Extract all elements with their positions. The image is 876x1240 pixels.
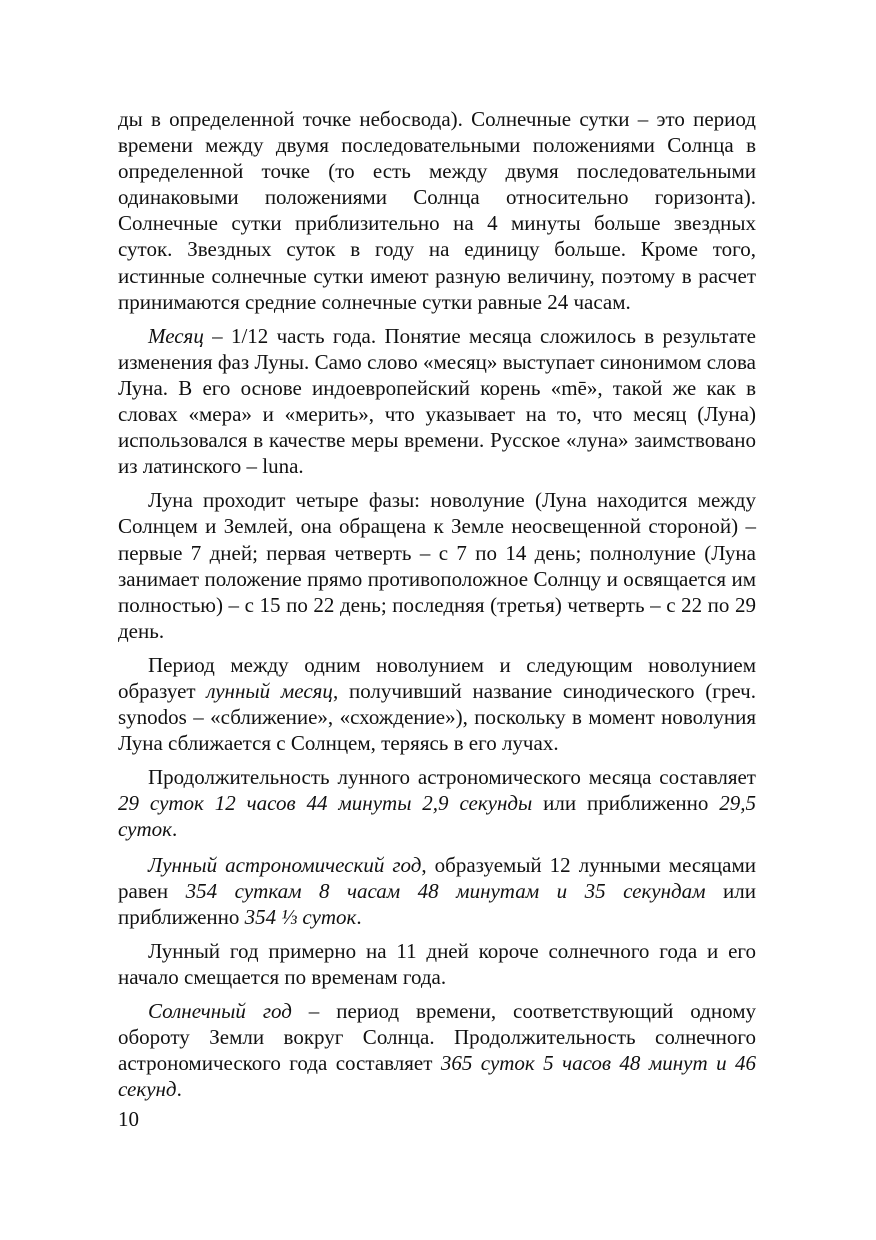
italic-term: Лунный астрономический год bbox=[148, 852, 422, 877]
paragraph-text: Луна проходит четыре фазы: новолуние (Луна находится между Солнцем и Землей, она обращена к Земле неосвещенной стороной) – первые 7 дней; первая четверть – с 7 по 14 день; полнолуние (Луна занимает положение прямо противоположное Солнцу и освящается им полностью) – с 15 по 22 день; последняя (третья) четверть – с 22 по 29 день. bbox=[118, 488, 756, 643]
paragraph-text: . bbox=[176, 1077, 182, 1102]
paragraph-text: Лунный год примерно на 11 дней короче солнечного года и его начало смещается по временам года. bbox=[118, 938, 756, 989]
italic-term: 29,5 суток bbox=[118, 791, 757, 842]
page-body bbox=[118, 106, 756, 1102]
paragraph-text: , образуемый 12 лунными месяцами равен bbox=[118, 852, 756, 903]
paragraph bbox=[118, 938, 756, 990]
paragraph-text: Продолжительность лунного астрономического месяца составляет bbox=[148, 765, 756, 790]
paragraph bbox=[118, 852, 756, 930]
italic-term: Солнечный год bbox=[148, 999, 292, 1023]
paragraph-text: или приближенно bbox=[532, 791, 720, 816]
paragraph-text: . bbox=[172, 817, 178, 842]
paragraph bbox=[118, 764, 756, 842]
italic-term: 354 ⅓ суток bbox=[244, 904, 357, 929]
italic-term: Месяц bbox=[148, 323, 204, 348]
paragraph bbox=[118, 998, 756, 1102]
italic-term: лунный месяц bbox=[206, 678, 333, 703]
paragraph bbox=[118, 106, 756, 315]
paragraph-text: – период времени, соответствующий одному обороту Земли вокруг Солнца. Продолжительность солнечного астрономического года составляет bbox=[118, 999, 756, 1076]
paragraph-text: ды в определенной точке небосвода). Солнечные сутки – это период времени между двумя последовательными положениями Солнца в определенной точке (то есть между двумя последовательными одинаковыми положениями Солнца относительно горизонта). Солнечные сутки приблизительно на 4 минуты больше звездных суток. Звездных суток в году на единицу больше. Кроме того, истинные солнечные сутки имеют разную величину, поэтому в расчет принимаются средние солнечные сутки равные 24 часам. bbox=[118, 107, 756, 314]
paragraph-text: , получивший название синодического (греч. synodos – «сближение», «схождение»), поскольку в момент новолуния Луна сближается с Солнцем, теряясь в его лучах. bbox=[118, 678, 756, 756]
paragraph bbox=[118, 487, 756, 644]
italic-term: 354 суткам 8 часам 48 минутам и 35 секундам bbox=[185, 878, 706, 903]
paragraph-text: . bbox=[356, 904, 362, 929]
paragraph-text: или приближенно bbox=[118, 878, 756, 929]
paragraph-text: Период между одним новолунием и следующим новолунием образует bbox=[118, 652, 756, 703]
paragraph bbox=[118, 323, 756, 480]
paragraph bbox=[118, 652, 756, 756]
italic-term: 365 суток 5 часов 48 минут и 46 секунд bbox=[118, 1051, 756, 1102]
italic-term: 29 суток 12 часов 44 минуты 2,9 секунды bbox=[118, 791, 533, 816]
paragraph-text: – 1/12 часть года. Понятие месяца сложилось в результате изменения фаз Луны. Само слово «месяц» выступает синонимом слова Луна. В его основе индоевропейский корень «mē», такой же как в словах «мера» и «мерить», что указывает на то, что месяц (Луна) использовался в качестве меры времени. Русское «луна» заимствовано из латинского – luna. bbox=[118, 323, 756, 479]
page-number: 10 bbox=[118, 1107, 139, 1131]
